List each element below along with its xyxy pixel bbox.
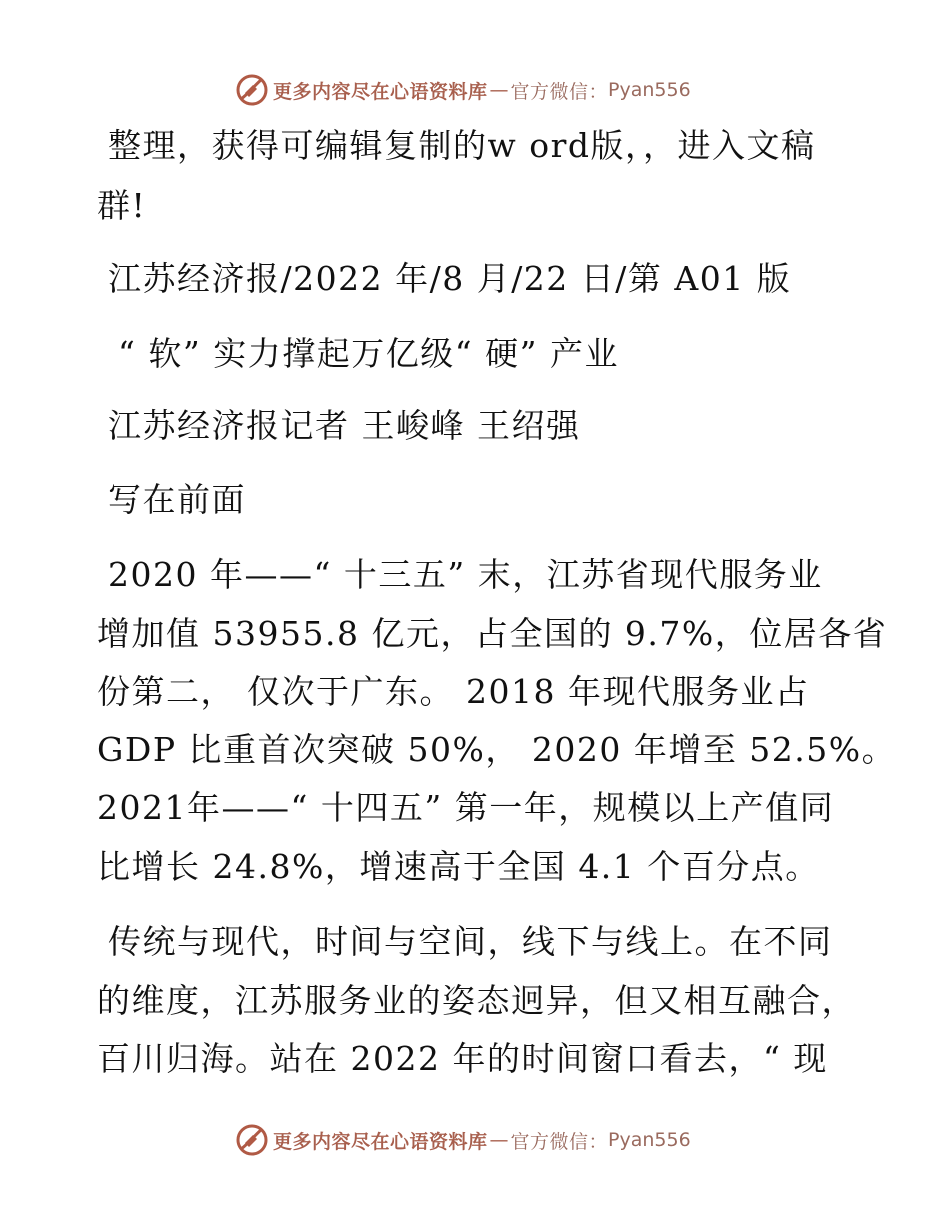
watermark-site: 更多内容尽在心语资料库 <box>273 1130 488 1153</box>
pen-circle-logo-icon <box>235 1123 269 1157</box>
paragraph-1-line: 比增长 24.8%，增速高于全国 4.1 个百分点。 <box>97 847 820 886</box>
section-heading: 写在前面 <box>108 480 246 519</box>
paragraph-1-line: GDP 比重首次突破 50%， 2020 年增至 52.5%。 <box>97 730 897 769</box>
paragraph-1-line: 份第二， 仅次于广东。 2018 年现代服务业占 <box>97 672 810 711</box>
watermark-site: 更多内容尽在心语资料库 <box>273 80 488 103</box>
headline: “ 软” 实力撑起万亿级“ 硬” 产业 <box>118 334 619 373</box>
paragraph-2-line: 的维度，江苏服务业的姿态迥异，但又相互融合， <box>97 981 856 1020</box>
byline: 江苏经济报记者 王峻峰 王绍强 <box>108 406 581 445</box>
watermark-wechat-id: Pyan556 <box>608 1129 691 1151</box>
watermark-official: 官方微信： <box>510 1130 609 1153</box>
footer-watermark <box>235 1122 691 1158</box>
watermark-dash: — <box>489 79 509 101</box>
intro-line-2: 群! <box>97 186 147 225</box>
pen-circle-logo-icon <box>235 73 269 107</box>
watermark-dash: — <box>489 1129 509 1151</box>
header-watermark <box>235 72 691 108</box>
watermark-wechat-id: Pyan556 <box>608 79 691 101</box>
paragraph-2-line: 传统与现代，时间与空间，线下与线上。在不同 <box>108 922 833 961</box>
intro-line-1: 整理，获得可编辑复制的w ord版，，进入文稿 <box>108 126 816 165</box>
paragraph-1-line: 2020 年——“ 十三五” 末，江苏省现代服务业 <box>108 555 823 594</box>
watermark-official: 官方微信： <box>510 80 609 103</box>
paragraph-1-line: 增加值 53955.8 亿元，占全国的 9.7%，位居各省 <box>97 614 888 653</box>
paragraph-2-line: 百川归海。站在 2022 年的时间窗口看去，“ 现 <box>97 1039 828 1078</box>
source-line: 江苏经济报/2022 年/8 月/22 日/第 A01 版 <box>108 259 792 298</box>
paragraph-1-line: 2021年——“ 十四五” 第一年，规模以上产值同 <box>97 788 835 827</box>
